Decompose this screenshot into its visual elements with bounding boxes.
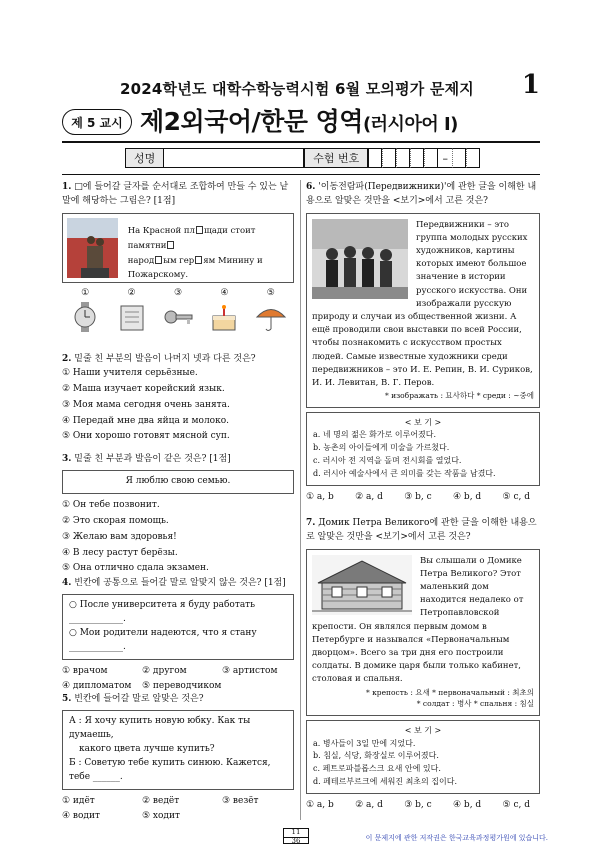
page-number: 1 <box>521 70 540 100</box>
peter-house-drawing-icon <box>312 555 412 615</box>
question-1: 1. □에 들어갈 글자를 순서대로 조합하여 만들 수 있는 낱말에 해당하는 그림은? [1점] На Красной пл щади стоит памятни народ ым гер ям Минину и Пожарскому. ① ② ③ ④ ⑤ <box>62 180 294 332</box>
peredvizhniki-photo-icon <box>312 219 408 299</box>
q4-option-2[interactable]: ② другом <box>142 666 187 677</box>
q1-choice-2[interactable]: ② <box>127 287 136 298</box>
q7-option-1[interactable]: ① a, b <box>306 799 334 810</box>
q2-option-1[interactable]: ① Наши учителя серьёзные. <box>62 368 198 379</box>
q1-choice-1[interactable]: ① <box>81 287 90 298</box>
q1-choice-labels <box>62 287 294 301</box>
subject-language: (러시아어 Ⅰ) <box>362 114 458 135</box>
q1-stem: □에 들어갈 글자를 순서대로 조합하여 만들 수 있는 낱말에 해당하는 그림은? [1점] <box>62 182 289 207</box>
name-field[interactable] <box>164 148 304 168</box>
q7-option-4[interactable]: ④ b, d <box>453 799 482 810</box>
exam-title: 2024학년도 대학수학능력시험 6월 모의평가 문제지 <box>120 80 474 98</box>
exam-number-field[interactable]: – <box>368 148 480 168</box>
candidate-info-row <box>125 148 480 168</box>
copyright-notice: 이 문제지에 관한 저작권은 한국교육과정평가원에 있습니다. <box>365 834 548 842</box>
cake-icon <box>207 302 241 332</box>
q7-options <box>306 798 540 813</box>
monument-illustration-icon <box>67 218 118 278</box>
q7-bogi-box: < 보 기 > a. 병사들이 3일 만에 지었다. b. 침실, 식당, 화장실로 이루어졌다. c. 페트로파블롭스크 요새 안에 있다. d. 페테르부르크에 세워진 최초의 집이다. <box>306 720 540 794</box>
q2-option-4[interactable]: ④ Передай мне два яйца и молоко. <box>62 415 229 426</box>
q7-option-5[interactable]: ⑤ c, d <box>502 799 530 810</box>
q6-option-4[interactable]: ④ b, d <box>453 491 482 502</box>
q6-option-5[interactable]: ⑤ c, d <box>502 491 530 502</box>
q6-bogi-box: < 보 기 > a. 네 명의 젊은 화가로 이루어졌다. b. 농촌의 아이들에게 미술을 가르쳤다. c. 러시아 전 지역을 돌며 전시회를 열었다. d. 러시아 예술사에서 큰 의미를 갖는 작품을 남겼다. <box>306 412 540 486</box>
column-divider <box>300 180 301 820</box>
q7-option-3[interactable]: ③ b, c <box>404 799 432 810</box>
q4-option-5[interactable]: ⑤ переводчиком <box>142 681 222 692</box>
q6-passage-box: Передвижники – это группа молодых русских художников, картины которых имеют большое значение в истории русского искусства. Они изображали русскую природу и случаи из общественной жизни. А ещё проводили свои выставки по всей России, чтобы познакомить с искусством простых людей. Самые известные художники среди передвижников – это И. Е. Репин, В. И. Суриков, И. И. Левитан, В. Г. Перов. * изображать : 묘사하다 * среди : ~중에 <box>306 213 540 408</box>
question-3: 3. 밑줄 친 부분과 발음이 같은 것은? [1점] Я люблю свою семью. ① Он тебе позвонит. ② Это скорая помощь. ③ Желаю вам здоровья! ④ В лесу растут берёзы. ⑤ Она отлично сдала экзамен. <box>62 452 294 577</box>
watch-icon <box>68 302 102 332</box>
q5-option-4[interactable]: ④ водит <box>62 811 100 822</box>
question-4: 4. 빈칸에 공통으로 들어갈 말로 알맞지 않은 것은? [1점] ○ После университета я буду работать ____________. ○ Мои родители надеются, что я стану ____________. ① врачом ② другом ③ артистом ④ дипломатом ⑤ переводчиком <box>62 576 294 695</box>
q4-option-1[interactable]: ① врачом <box>62 666 108 677</box>
umbrella-icon <box>254 302 288 332</box>
q6-option-3[interactable]: ③ b, c <box>404 491 432 502</box>
q1-choice-5[interactable]: ⑤ <box>266 287 275 298</box>
book-icon <box>115 302 149 332</box>
q3-option-2[interactable]: ② Это скорая помощь. <box>62 516 169 527</box>
q5-option-2[interactable]: ② ведёт <box>142 796 180 807</box>
name-label: 성명 <box>125 148 164 168</box>
q3-sentence-box: Я люблю свою семью. <box>62 470 294 494</box>
q6-options <box>306 490 540 505</box>
q6-option-2[interactable]: ② a, d <box>355 491 383 502</box>
q5-option-1[interactable]: ① идёт <box>62 796 95 807</box>
q7-passage-box: Вы слышали о Домике Петра Великого? Этот маленький дом находится недалеко от Петропавловской крепости. Он являлся первым домом в Петербурге и назывался «Первоначальным дворцом». Всего за три дня его построили солдаты. В домике царя были только кабинет, столовая и спальня. * крепость : 요새 * первоначальный : 최초의 * солдат : 병사 * спальня : 침실 <box>306 549 540 716</box>
info-rule <box>62 174 540 175</box>
q3-option-5[interactable]: ⑤ Она отлично сдала экзамен. <box>62 563 209 574</box>
period-badge: 제 5 교시 <box>62 109 132 135</box>
question-2: 2. 밑줄 친 부분의 발음이 나머지 넷과 다른 것은? ① Наши учителя серьёзные. ② Маша изучает корейский язык. ③ Моя мама сегодня очень занята. ④ Передай мне два яйца и молоко. ⑤ Они хорошо готовят мясной суп. <box>62 352 294 445</box>
subject-title <box>140 102 458 138</box>
key-icon <box>161 302 195 332</box>
subject-name: 제2외국어/한문 영역 <box>140 107 363 136</box>
q4-option-4[interactable]: ④ дипломатом <box>62 681 132 692</box>
q1-choice-3[interactable]: ③ <box>173 287 183 298</box>
q2-option-2[interactable]: ② Маша изучает корейский язык. <box>62 384 225 395</box>
q4-option-3[interactable]: ③ артистом <box>222 666 278 677</box>
footer-page-counter: 11 36 <box>283 828 309 844</box>
q5-option-3[interactable]: ③ везёт <box>222 796 259 807</box>
q2-option-5[interactable]: ⑤ Они хорошо готовят мясной суп. <box>62 431 230 442</box>
q7-option-2[interactable]: ② a, d <box>355 799 383 810</box>
q2-option-3[interactable]: ③ Моя мама сегодня очень занята. <box>62 399 230 410</box>
q3-options <box>62 498 294 577</box>
q5-options <box>62 794 294 809</box>
q6-option-1[interactable]: ① a, b <box>306 491 334 502</box>
question-6: 6. '이동전람파(Передвижники)'에 관한 글을 이해한 내용으로 알맞은 것만을 <보기>에서 고른 것은? Передвижники – это группа молодых русских художников, картины которых имеют большое значение в истории русского искусства. Они изображали русскую природу и случаи из общественной жизни. А ещё проводили свои выставки по всей России, чтобы познакомить с искусством простых людей. Самые известные художники среди передвижников – это И. Е. Репин, В. И. Суриков, И. И. Левитан, В. Г. Перов. * изображать : 묘사하다 * среди : ~중에 < 보 기 > a. 네 명의 젊은 화가로 이루어졌다. b. 농촌의 아이들에게 미술을 가르쳤다. c. 러시아 전 지역을 돌며 전시회를 열었다. d. 러시아 예술사에서 큰 의미를 갖는 작품을 남겼다. ① a, b ② a, d ③ b, c ④ b, d ⑤ c, d <box>306 180 540 505</box>
q4-options <box>62 664 294 679</box>
q3-option-1[interactable]: ① Он тебе позвонит. <box>62 500 160 511</box>
q2-options <box>62 366 294 445</box>
exam-number-label: 수험 번호 <box>304 148 368 168</box>
q5-options-row2 <box>62 809 294 824</box>
question-7: 7. Домик Петра Великого에 관한 글을 이해한 내용으로 알맞은 것만을 <보기>에서 고른 것은? Вы слышали о Домике Петра Великого? Этот маленький дом находится недалеко от Петропавловской крепости. Он являлся первым домом в Петербурге и назывался «Первоначальным дворцом». Всего за три дня его построили солдаты. В домике царя были только кабинет, столовая и спальня. * крепость : 요새 * первоначальный : 최초의 * солдат : 병사 * спальня : 침실 < 보 기 > a. 병사들이 3일 만에 지었다. b. 침실, 식당, 화장실로 이루어졌다. c. 페트로파블롭스크 요새 안에 있다. d. 페테르부르크에 세워진 최초의 집이다. ① a, b ② a, d ③ b, c ④ b, d ⑤ c, d <box>306 516 540 813</box>
q3-option-3[interactable]: ③ Желаю вам здоровья! <box>62 531 177 542</box>
q5-option-5[interactable]: ⑤ ходит <box>142 811 180 822</box>
q1-choice-images <box>62 302 294 332</box>
q3-option-4[interactable]: ④ В лесу растут берёзы. <box>62 547 178 558</box>
q1-passage-box: На Красной пл щади стоит памятни народ ым гер ям Минину и Пожарскому. <box>62 213 294 283</box>
q5-dialogue-box: А : Я хочу купить новую юбку. Как ты думаешь, какого цвета лучше купить? Б : Советую тебе купить синюю. Кажется, тебе ______. <box>62 710 294 790</box>
q1-choice-4[interactable]: ④ <box>220 287 229 298</box>
header-rule <box>62 141 540 143</box>
q4-sentence-box: ○ После университета я буду работать ____________. ○ Мои родители надеются, что я стану ____________. <box>62 594 294 660</box>
question-5: 5. 빈칸에 들어갈 말로 알맞은 것은? А : Я хочу купить новую юбку. Как ты думаешь, какого цвета лучше купить? Б : Советую тебе купить синюю. Кажется, тебе ______. ① идёт ② ведёт ③ везёт ④ водит ⑤ ходит <box>62 692 294 825</box>
